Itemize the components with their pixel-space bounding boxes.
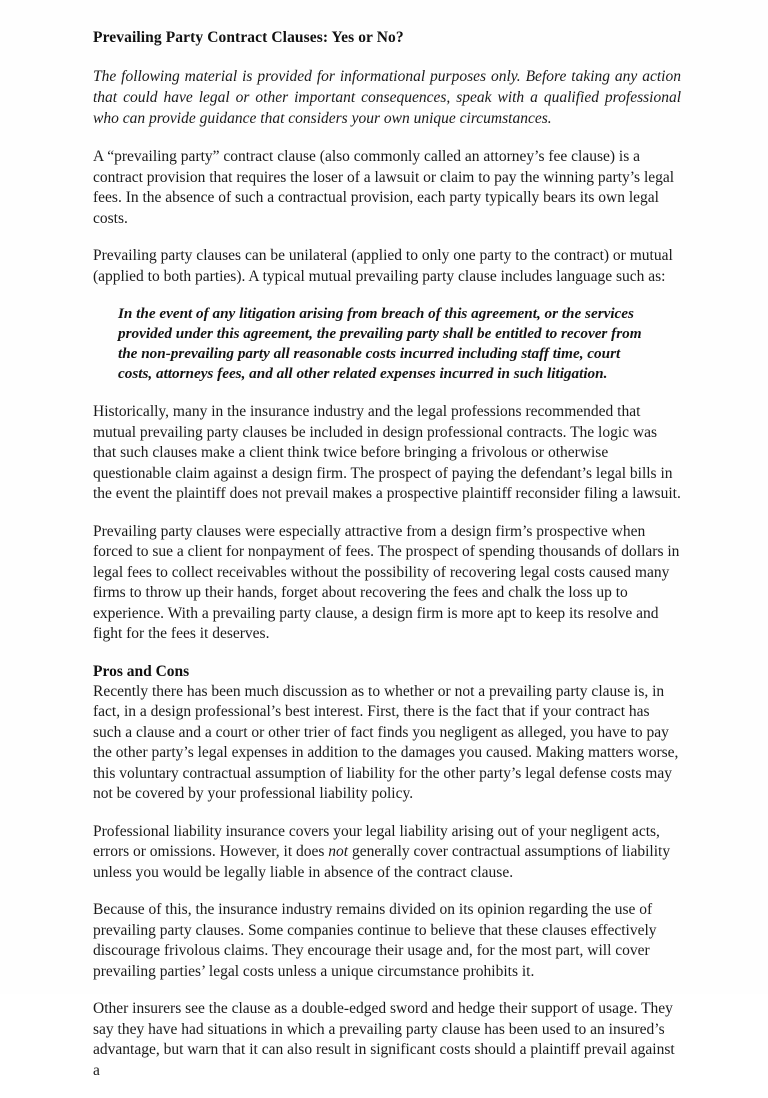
disclaimer-paragraph: The following material is provided for informational purposes only. Before taking any action that could have legal or other important consequences, speak with a qualified professional who can provide guidance that considers your own unique circumstances. <box>93 68 681 127</box>
emphasis-not: not <box>328 843 349 860</box>
paragraph-historically: Historically, many in the insurance industry and the legal professions recommended that mutual prevailing party clauses be included in design professional contracts. The logic was that such clauses make a client think twice before bringing a frivolous or otherwise questionable claim against a design firm. The prospect of paying the defendant’s legal bills in the event the plaintiff does not prevail makes a prospective plaintiff reconsider filing a lawsuit. <box>93 403 681 502</box>
paragraph-definition: A “prevailing party” contract clause (also commonly called an attorney’s fee clause) is a contract provision that requires the loser of a lawsuit or claim to pay the winning party’s legal fees. In the absence of such a contractual provision, each party typically bears its own legal costs. <box>93 148 675 227</box>
paragraph-pros-cons-body: Recently there has been much discussion as to whether or not a prevailing party clause is, in fact, in a design professional’s best interest. First, there is the fact that if your contract has such a clause and a court or other trier of fact finds you negligent as alleged, you have to pay the other party’s legal expenses in addition to the damages you caused. Making matters worse, this voluntary contractual assumption of liability for the other party’s legal defense costs may not be covered by your professional liability policy. <box>93 682 679 802</box>
sample-clause-blockquote: In the event of any litigation arising from breach of this agreement, or the services provided under this agreement, the prevailing party shall be entitled to recover from the non-prevailing party all reasonable costs incurred including staff time, court costs, attorneys fees, and all other related expenses incurred in such litigation. <box>118 305 642 382</box>
document-body <box>93 28 681 1098</box>
page-title: Prevailing Party Contract Clauses: Yes or No? <box>93 29 404 46</box>
paragraph-divided-opinion: Because of this, the insurance industry remains divided on its opinion regarding the use of prevailing party clauses. Some companies continue to believe that these clauses effectively discourage frivolous claims. They encourage their usage and, for the most part, will cover prevailing parties’ legal costs unless a unique circumstance prohibits it. <box>93 901 657 980</box>
professional-liability-text-lead: Professional liability insurance covers your legal liability arising out of your negligent acts, errors or omissions. However, it does <box>93 822 660 860</box>
professional-liability-text-tail: generally cover contractual assumptions of liability unless you would be legally liable in absence of the contract clause. <box>93 843 671 881</box>
section-heading-pros-and-cons: Pros and Cons <box>93 662 190 680</box>
paragraph-unilateral-mutual: Prevailing party clauses can be unilateral (applied to only one party to the contract) or mutual (applied to both parties). A typical mutual prevailing party clause includes language such as: <box>93 247 673 285</box>
paragraph-professional-liability <box>93 822 681 884</box>
paragraph-attractive: Prevailing party clauses were especially attractive from a design firm’s prospective when forced to sue a client for nonpayment of fees. The prospect of spending thousands of dollars in legal fees to collect receivables without the possibility of recovering legal costs caused many firms to throw up their hands, forget about recovering the fees and chalk the loss up to experience. With a prevailing party clause, a design firm is more apt to keep its resolve and fight for the fees it deserves. <box>93 522 680 642</box>
paragraph-other-insurers: Other insurers see the clause as a double-edged sword and hedge their support of usage. They say they have had situations in which a prevailing party clause has been used to an insured’s advantage, but warn that it can also result in significant costs should a plaintiff prevail against a <box>93 1000 675 1079</box>
